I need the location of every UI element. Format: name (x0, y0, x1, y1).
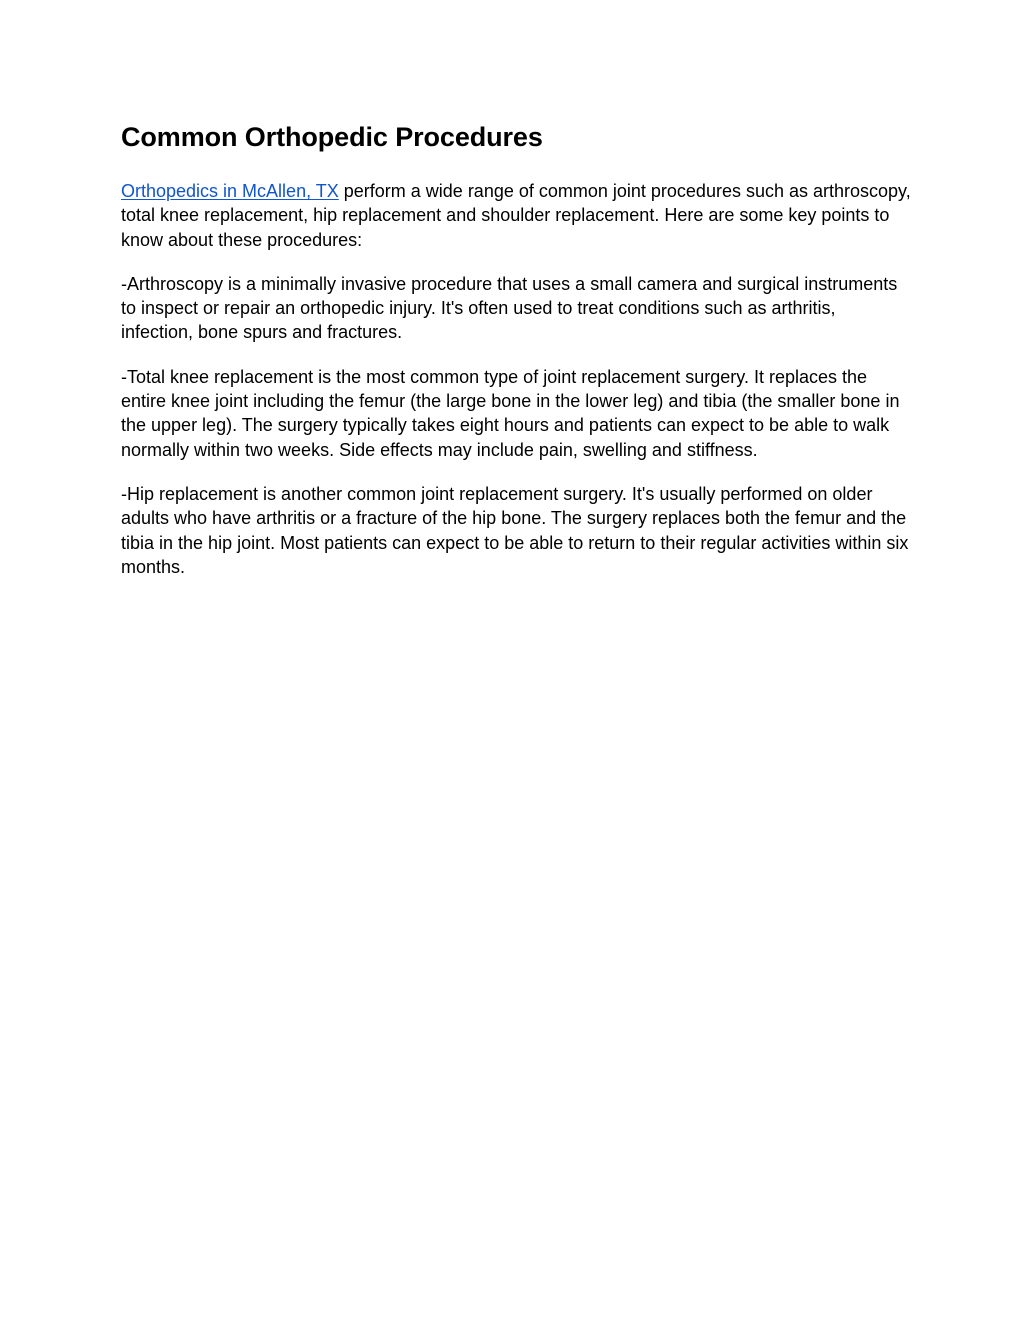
orthopedics-mcallen-link[interactable]: Orthopedics in McAllen, TX (121, 181, 339, 201)
hip-replacement-paragraph: -Hip replacement is another common joint replacement surgery. It's usually performed on older adults who have arthritis or a fracture of the hip bone. The surgery replaces both the femur and the tibia in the hip joint. Most patients can expect to be able to return to their regular activities within six months. (121, 483, 909, 577)
document-body (121, 118, 911, 579)
intro-paragraph (121, 179, 911, 252)
knee-replacement-paragraph: -Total knee replacement is the most common type of joint replacement surgery. It replaces the entire knee joint including the femur (the large bone in the lower leg) and tibia (the smaller bone in the upper leg). The surgery typically takes eight hours and patients can expect to be able to walk normally within two weeks. Side effects may include pain, swelling and stiffness. (121, 366, 900, 460)
arthroscopy-paragraph: -Arthroscopy is a minimally invasive procedure that uses a small camera and surgical instruments to inspect or repair an orthopedic injury. It's often used to treat conditions such as arthritis, infection, bone spurs and fractures. (121, 273, 898, 343)
document-title: Common Orthopedic Procedures (121, 122, 543, 152)
intro-text: perform a wide range of common joint procedures such as arthroscopy, total knee replacement, hip replacement and shoulder replacement. Here are some key points to know about these procedures: (121, 181, 911, 250)
